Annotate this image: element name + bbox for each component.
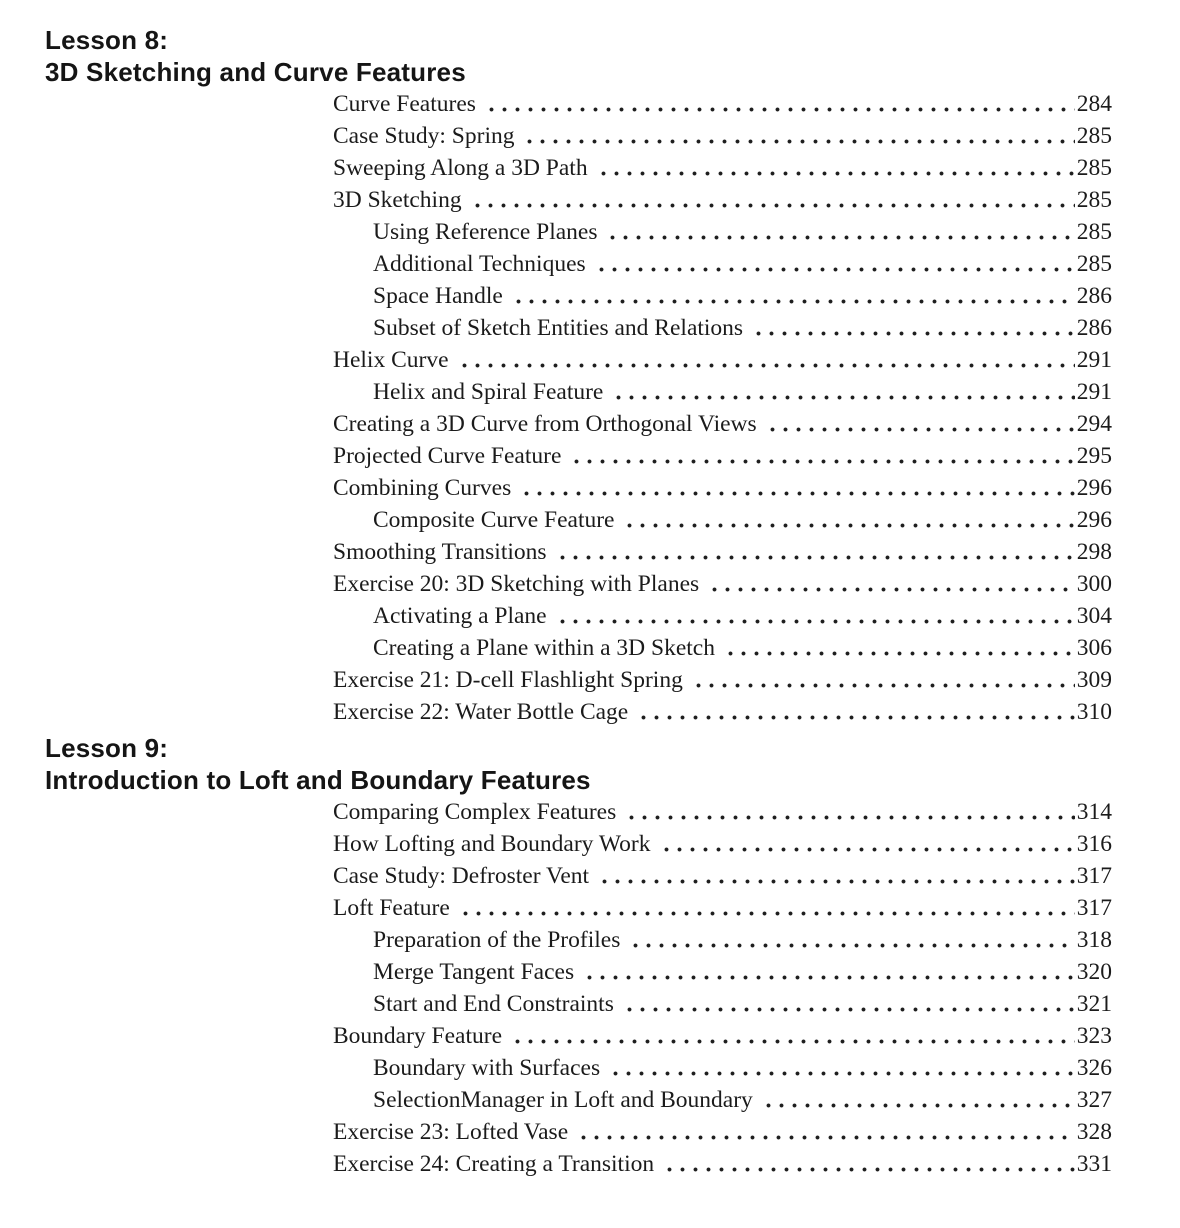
toc-entry-title: Exercise 21: D-cell Flashlight Spring	[333, 667, 683, 693]
toc-entry-title: How Lofting and Boundary Work	[333, 831, 651, 857]
toc-entry	[333, 956, 1112, 988]
toc-entry-title: Exercise 24: Creating a Transition	[333, 1151, 655, 1177]
toc-entry-title: Smoothing Transitions	[333, 539, 547, 565]
toc-entry	[333, 248, 1112, 280]
toc-entry-title: Boundary Feature	[333, 1023, 503, 1049]
toc-entry-title: Comparing Complex Features	[333, 799, 617, 825]
toc-entry-page: 285	[1076, 251, 1112, 277]
dot-leader	[623, 523, 1074, 528]
toc-entry-page: 306	[1076, 635, 1112, 661]
toc-entry-title: Curve Features	[333, 91, 476, 117]
dot-leader	[724, 651, 1075, 656]
dot-leader	[606, 235, 1074, 240]
lesson-label: Lesson 9:	[45, 733, 169, 763]
toc-entry-page: 317	[1076, 895, 1112, 921]
lesson-title: Introduction to Loft and Boundary Features	[45, 765, 591, 795]
toc-entry-page: 285	[1076, 187, 1112, 213]
toc-entry-page: 323	[1076, 1023, 1112, 1049]
toc-entry-page: 285	[1076, 155, 1112, 181]
dot-leader	[625, 815, 1074, 820]
dot-leader	[762, 1103, 1075, 1108]
toc-entry-page: 326	[1076, 1055, 1112, 1081]
toc-entry-title: Creating a 3D Curve from Orthogonal Views	[333, 411, 757, 437]
toc-entry	[333, 828, 1112, 860]
toc-entry-page: 295	[1076, 443, 1112, 469]
dot-leader	[637, 715, 1075, 720]
toc-entry-page: 291	[1076, 379, 1112, 405]
dot-leader	[577, 1135, 1075, 1140]
toc-entry	[333, 280, 1112, 312]
toc-entry	[333, 536, 1112, 568]
toc-entry	[333, 696, 1112, 728]
toc-entry-page: 285	[1076, 219, 1112, 245]
toc-entry-page: 309	[1076, 667, 1112, 693]
toc-entry	[333, 568, 1112, 600]
toc-entry-title: Exercise 23: Lofted Vase	[333, 1119, 569, 1145]
toc-entry-title: Helix and Spiral Feature	[373, 379, 604, 405]
lesson-label: Lesson 8:	[45, 25, 169, 55]
toc-entry	[333, 600, 1112, 632]
dot-leader	[512, 299, 1075, 304]
dot-leader	[752, 331, 1075, 336]
toc-entry-title: Additional Techniques	[373, 251, 586, 277]
toc-entry-title: Exercise 20: 3D Sketching with Planes	[333, 571, 700, 597]
toc-entry-page: 286	[1076, 315, 1112, 341]
toc-entry-title: Boundary with Surfaces	[373, 1055, 601, 1081]
dot-leader	[485, 107, 1075, 112]
toc-entry-page: 320	[1076, 959, 1112, 985]
toc-entry-page: 327	[1076, 1087, 1112, 1113]
toc-entry-page: 304	[1076, 603, 1112, 629]
toc-entry-title: Preparation of the Profiles	[373, 927, 621, 953]
toc-entry	[333, 664, 1112, 696]
dot-leader	[556, 619, 1075, 624]
toc-entry-title: SelectionManager in Loft and Boundary	[373, 1087, 753, 1113]
toc-entry	[333, 892, 1112, 924]
toc-entry-title: Start and End Constraints	[373, 991, 614, 1017]
dot-leader	[708, 587, 1075, 592]
toc-entry	[333, 504, 1112, 536]
toc-entry-page: 285	[1076, 123, 1112, 149]
lesson-heading	[45, 732, 1112, 796]
dot-leader	[471, 203, 1075, 208]
toc-entry-title: Combining Curves	[333, 475, 512, 501]
toc-entry-title: Sweeping Along a 3D Path	[333, 155, 588, 181]
toc-entry-page: 317	[1076, 863, 1112, 889]
toc-entry	[333, 632, 1112, 664]
toc-entry-page: 300	[1076, 571, 1112, 597]
toc-entry-page: 298	[1076, 539, 1112, 565]
dot-leader	[459, 911, 1075, 916]
lesson-section	[45, 732, 1112, 1180]
toc-entry	[333, 88, 1112, 120]
lesson-heading	[45, 24, 1112, 88]
dot-leader	[612, 395, 1074, 400]
toc-entry	[333, 1116, 1112, 1148]
toc-entry	[333, 472, 1112, 504]
toc-entry	[333, 408, 1112, 440]
dot-leader	[766, 427, 1075, 432]
dot-leader	[598, 879, 1075, 884]
dot-leader	[523, 139, 1074, 144]
toc-entry-page: 316	[1076, 831, 1112, 857]
dot-leader	[623, 1007, 1075, 1012]
dot-leader	[663, 1167, 1075, 1172]
dot-leader	[458, 363, 1075, 368]
toc-entry-page: 314	[1076, 799, 1112, 825]
toc-entry-page: 296	[1076, 507, 1112, 533]
entry-list	[333, 88, 1112, 728]
toc-entry	[333, 1020, 1112, 1052]
toc-entry	[333, 120, 1112, 152]
dot-leader	[570, 459, 1074, 464]
lesson-title: 3D Sketching and Curve Features	[45, 57, 466, 87]
dot-leader	[520, 491, 1075, 496]
toc-entry	[333, 152, 1112, 184]
toc-entry-title: Space Handle	[373, 283, 503, 309]
toc-entry-title: Exercise 22: Water Bottle Cage	[333, 699, 629, 725]
dot-leader	[583, 975, 1075, 980]
toc-entry-page: 321	[1076, 991, 1112, 1017]
toc-entry-page: 296	[1076, 475, 1112, 501]
toc-entry-title: Merge Tangent Faces	[373, 959, 575, 985]
toc-entry-title: 3D Sketching	[333, 187, 462, 213]
toc-entry-page: 331	[1076, 1151, 1112, 1177]
toc-entry	[333, 1052, 1112, 1084]
toc-entry-title: Creating a Plane within a 3D Sketch	[373, 635, 715, 661]
toc-entry	[333, 184, 1112, 216]
toc-entry-page: 284	[1076, 91, 1112, 117]
entry-list	[333, 796, 1112, 1180]
toc-entry-title: Composite Curve Feature	[373, 507, 615, 533]
toc-entry-page: 310	[1076, 699, 1112, 725]
dot-leader	[609, 1071, 1075, 1076]
toc-entry	[333, 344, 1112, 376]
dot-leader	[629, 943, 1074, 948]
toc-entry-page: 294	[1076, 411, 1112, 437]
toc-entry-page: 286	[1076, 283, 1112, 309]
toc-entry	[333, 376, 1112, 408]
toc-entry-title: Case Study: Spring	[333, 123, 515, 149]
toc-entry-page: 318	[1076, 927, 1112, 953]
toc-entry-title: Projected Curve Feature	[333, 443, 562, 469]
toc-entry	[333, 440, 1112, 472]
toc-entry-title: Helix Curve	[333, 347, 449, 373]
toc-entry	[333, 1084, 1112, 1116]
toc-entry-page: 328	[1076, 1119, 1112, 1145]
dot-leader	[511, 1039, 1075, 1044]
toc-entry-title: Activating a Plane	[373, 603, 547, 629]
lesson-section	[45, 24, 1112, 728]
toc-entry	[333, 924, 1112, 956]
toc-entry-title: Subset of Sketch Entities and Relations	[373, 315, 744, 341]
dot-leader	[660, 847, 1075, 852]
toc-entry	[333, 312, 1112, 344]
dot-leader	[595, 267, 1075, 272]
toc-entry	[333, 216, 1112, 248]
dot-leader	[692, 683, 1075, 688]
toc-entry-title: Case Study: Defroster Vent	[333, 863, 590, 889]
toc-entry	[333, 1148, 1112, 1180]
toc-entry-title: Loft Feature	[333, 895, 450, 921]
toc-entry	[333, 796, 1112, 828]
toc-entry	[333, 988, 1112, 1020]
dot-leader	[597, 171, 1075, 176]
toc-entry-page: 291	[1076, 347, 1112, 373]
dot-leader	[556, 555, 1075, 560]
toc-entry-title: Using Reference Planes	[373, 219, 598, 245]
toc-entry	[333, 860, 1112, 892]
